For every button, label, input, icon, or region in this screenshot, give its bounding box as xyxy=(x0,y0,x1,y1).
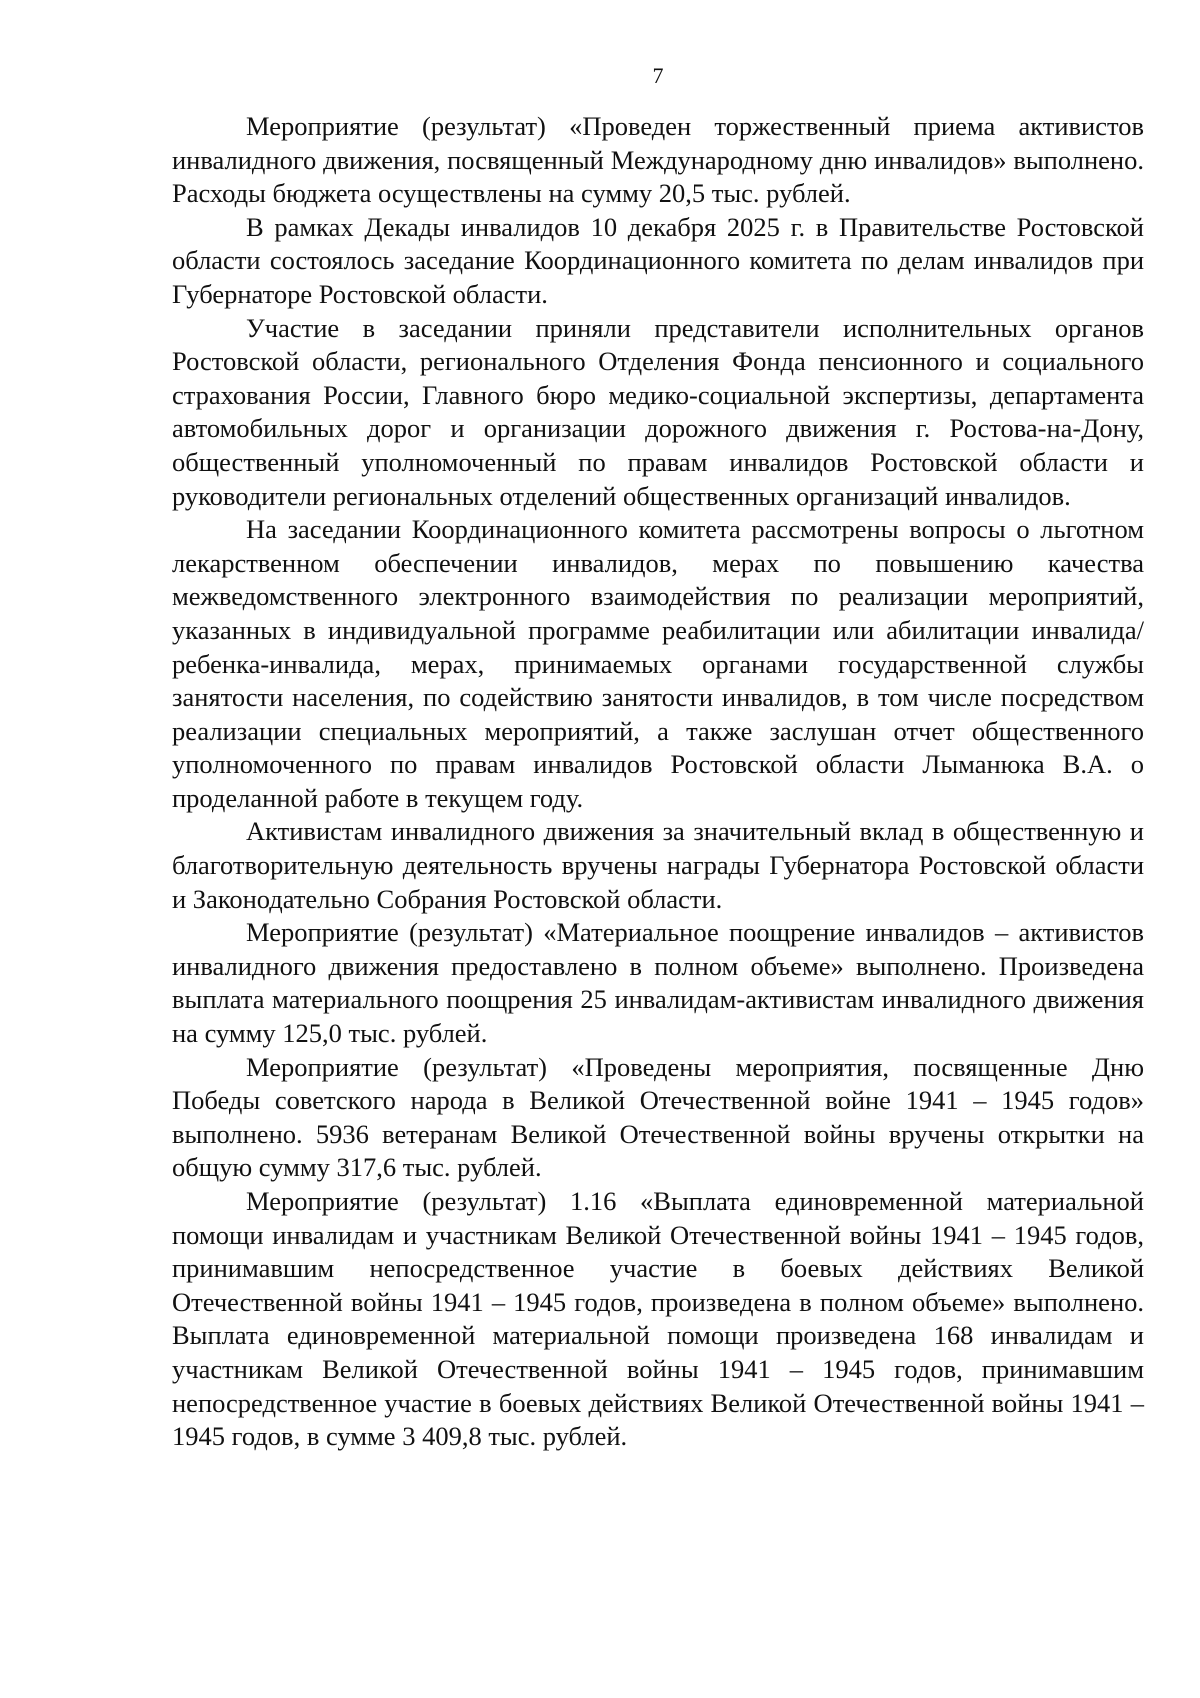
paragraph: Мероприятие (результат) «Проведен торжественный приема активистов инвалидного движения, посвященный Международному дню инвалидов» выполнено. Расходы бюджета осуществлены на сумму 20,5 тыс. рублей. xyxy=(172,111,1144,209)
paragraph: Мероприятие (результат) «Материальное поощрение инвалидов – активистов инвалидного движения предоставлено в полном объеме» выполнено. Произведена выплата материального поощрения 25 инвалидам-активистам инвалидного движения на сумму 125,0 тыс. рублей. xyxy=(172,917,1144,1049)
document-page xyxy=(172,62,1144,1454)
paragraph: Участие в заседании приняли представители исполнительных органов Ростовской области, регионального Отделения Фонда пенсионного и социального страхования России, Главного бюро медико-социальной экспертизы, департамента автомобильных дорог и организации дорожного движения г. Ростова-на-Дону, общественный уполномоченный по правам инвалидов Ростовской области и руководители региональных отделений общественных организаций инвалидов. xyxy=(172,312,1144,511)
paragraph: Активистам инвалидного движения за значительный вклад в общественную и благотворительную деятельность вручены награды Губернатора Ростовской области и Законодательно Собрания Ростовской области. xyxy=(172,816,1144,914)
page-number: 7 xyxy=(652,63,664,88)
paragraph: Мероприятие (результат) 1.16 «Выплата единовременной материальной помощи инвалидам и участникам Великой Отечественной войны 1941 – 1945 годов, принимавшим непосредственное участие в боевых действиях Великой Отечественной войны 1941 – 1945 годов, произведена в полном объеме» выполнено. Выплата единовременной материальной помощи произведена 168 инвалидам и участникам Великой Отечественной войны 1941 – 1945 годов, принимавшим непосредственное участие в боевых действиях Великой Отечественной войны 1941 – 1945 годов, в сумме 3 409,8 тыс. рублей. xyxy=(172,1186,1144,1452)
paragraph: В рамках Декады инвалидов 10 декабря 2025 г. в Правительстве Ростовской области состоялось заседание Координационного комитета по делам инвалидов при Губернаторе Ростовской области. xyxy=(172,211,1144,309)
paragraph: Мероприятие (результат) «Проведены мероприятия, посвященные Дню Победы советского народа в Великой Отечественной войне 1941 – 1945 годов» выполнено. 5936 ветеранам Великой Отечественной войны вручены открытки на общую сумму 317,6 тыс. рублей. xyxy=(172,1051,1144,1183)
paragraph: На заседании Координационного комитета рассмотрены вопросы о льготном лекарственном обеспечении инвалидов, мерах по повышению качества межведомственного электронного взаимодействия по реализации мероприятий, указанных в индивидуальной программе реабилитации или абилитации инвалида/ребенка-инвалида, мерах, принимаемых органами государственной службы занятости населения, по содействию занятости инвалидов, в том числе посредством реализации специальных мероприятий, а также заслушан отчет общественного уполномоченного по правам инвалидов Ростовской области Лыманюка В.А. о проделанной работе в текущем году. xyxy=(172,514,1144,813)
